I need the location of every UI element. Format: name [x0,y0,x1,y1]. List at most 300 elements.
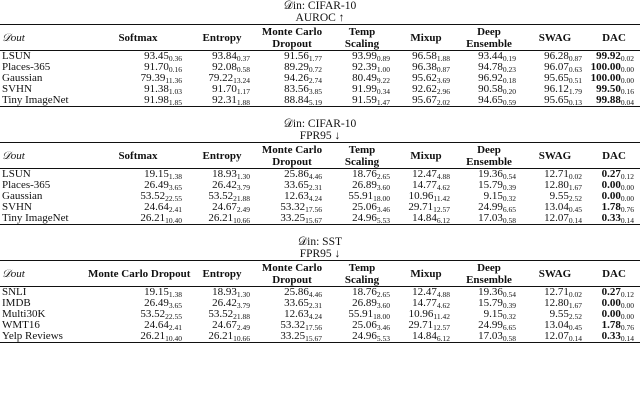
std-value: 0.45 [568,205,582,214]
std-value: 0.00 [620,76,634,85]
row-label: Yelp Reviews [0,331,88,343]
std-value: 1.38 [168,172,182,181]
mean-value: 14.77 [412,179,437,191]
mean-value: 12.63 [284,190,309,202]
value-cell [88,331,188,343]
std-value: 0.32 [502,312,516,321]
std-value: 0.63 [568,65,582,74]
std-value: 10.40 [165,334,182,343]
mean-value: 91.70 [212,83,237,95]
mean-value: 95.65 [544,72,569,84]
method-header [256,25,328,51]
std-value: 0.16 [620,87,634,96]
mean-value: 33.65 [284,297,309,309]
mean-value: 18.76 [352,168,377,180]
method-header [522,25,588,51]
std-value: 2.65 [376,290,390,299]
mean-value: 96.92 [478,72,503,84]
std-value: 0.20 [502,87,516,96]
row-label: SVHN [2,201,32,213]
std-value: 10.66 [233,216,250,225]
method-header-line: Softmax [118,31,158,44]
std-value: 11.42 [433,312,450,321]
mean-value: 26.21 [208,330,234,342]
mean-value: 96.12 [544,83,569,95]
mean-value: 53.52 [140,190,166,202]
mean-value: 0.00 [601,297,621,309]
method-header-line: Dropout [272,273,312,286]
std-value: 17.56 [305,205,322,214]
std-value: 0.18 [502,76,516,85]
mean-value: 19.36 [478,168,503,180]
method-header [396,143,456,169]
mean-value: 24.67 [212,201,237,213]
row-label: Tiny ImageNet [0,213,88,225]
mean-value: 83.56 [284,83,309,95]
mean-value: 26.21 [208,212,234,224]
std-value: 3.65 [168,301,182,310]
mean-value: 10.96 [408,308,434,320]
std-value: 12.57 [433,323,450,332]
caption-dataset: 𝒟in: CIFAR-10 [283,118,357,130]
mean-value: 12.71 [544,168,569,180]
std-value: 0.58 [502,216,516,225]
std-value: 0.54 [502,290,516,299]
method-header [328,143,396,169]
mean-value: 9.15 [483,308,503,320]
mean-value: 9.15 [483,190,503,202]
std-value: 2.41 [168,205,182,214]
method-header [88,261,191,287]
method-header [328,25,396,51]
value-cell [256,213,328,225]
std-value: 1.00 [376,65,390,74]
std-value: 1.17 [236,87,250,96]
mean-value: 26.42 [212,179,237,191]
mean-value: 99.92 [596,50,621,62]
std-value: 21.88 [233,194,250,203]
mean-value: 96.28 [544,50,569,62]
std-value: 15.67 [305,334,322,343]
mean-value: 92.08 [212,61,237,73]
mean-value: 79.39 [140,72,166,84]
mean-value: 25.06 [352,201,377,213]
std-value: 2.02 [436,98,450,107]
value-cell [188,213,256,225]
mean-value: 19.15 [144,168,169,180]
mean-value: 99.88 [596,94,621,106]
mean-value: 25.86 [284,286,309,298]
table-row [0,298,640,309]
std-value: 10.40 [165,216,182,225]
method-header-line: Mixup [410,149,442,162]
value-cell [456,331,522,343]
std-value: 5.53 [376,216,390,225]
value-cell [188,95,256,107]
std-value: 0.00 [620,194,634,203]
std-value: 0.32 [502,194,516,203]
method-header [256,261,328,287]
mean-value: 24.99 [478,319,503,331]
std-value: 2.31 [308,183,322,192]
std-value: 0.04 [620,98,634,107]
std-value: 3.65 [168,183,182,192]
mean-value: 90.58 [478,83,503,95]
mean-value: 12.07 [544,212,569,224]
std-value: 4.24 [308,312,322,321]
method-header-line: Ensemble [466,155,512,168]
std-value: 4.88 [436,290,450,299]
std-value: 0.12 [620,172,634,181]
row-label: IMDB [2,297,31,309]
row-label: Multi30K [2,308,46,320]
mean-value: 96.07 [544,61,569,73]
mean-value: 25.86 [284,168,309,180]
mean-value: 99.50 [596,83,621,95]
value-cell [88,320,188,331]
mean-value: 0.00 [601,179,621,191]
method-header [588,261,640,287]
value-cell [588,213,640,225]
mean-value: 26.21 [140,330,166,342]
row-label: WMT16 [2,319,40,331]
std-value: 0.76 [620,323,634,332]
mean-value: 1.78 [601,319,621,331]
method-header [396,261,456,287]
std-value: 2.65 [376,172,390,181]
std-value: 0.02 [568,172,582,181]
mean-value: 29.71 [408,319,434,331]
method-header-line: Monte Carlo [261,25,323,38]
std-value: 0.45 [568,323,582,332]
mean-value: 18.76 [352,286,377,298]
std-value: 0.34 [376,87,390,96]
mean-value: 94.65 [478,94,503,106]
mean-value: 26.89 [352,179,377,191]
domain-header: 𝒟out [0,143,88,169]
std-value: 11.42 [433,194,450,203]
mean-value: 92.39 [352,61,377,73]
mean-value: 9.55 [549,308,569,320]
value-cell [88,309,188,320]
std-value: 0.36 [168,54,182,63]
value-cell [88,95,188,107]
value-cell [188,331,256,343]
mean-value: 53.52 [208,308,234,320]
results-table [0,24,640,107]
std-value: 0.14 [568,216,582,225]
mean-value: 94.26 [284,72,309,84]
std-value: 9.22 [376,76,390,85]
std-value: 18.00 [373,194,390,203]
std-value: 3.46 [376,205,390,214]
std-value: 2.74 [308,76,322,85]
value-cell [328,331,396,343]
table-block-1 [0,0,640,107]
value-cell [396,213,456,225]
method-header [456,261,522,287]
std-value: 4.62 [436,301,450,310]
std-value: 3.69 [436,76,450,85]
std-value: 1.67 [568,301,582,310]
mean-value: 33.25 [280,330,306,342]
std-value: 2.49 [236,323,250,332]
method-header-line: Monte Carlo [261,261,323,274]
mean-value: 26.89 [352,297,377,309]
std-value: 0.23 [502,65,516,74]
mean-value: 96.38 [412,61,437,73]
mean-value: 24.67 [212,319,237,331]
value-cell [396,331,456,343]
std-value: 0.12 [620,290,634,299]
caption-dataset: 𝒟in: SST [297,236,342,248]
method-header-line: Softmax [118,149,158,162]
mean-value: 10.96 [408,190,434,202]
mean-value: 92.31 [212,94,237,106]
method-header-line: Dropout [272,155,312,168]
std-value: 15.67 [305,216,322,225]
std-value: 1.88 [436,54,450,63]
table-row [0,95,640,107]
std-value: 3.46 [376,323,390,332]
section-gap [0,225,640,236]
method-header [588,143,640,169]
std-value: 3.79 [236,183,250,192]
mean-value: 9.55 [549,190,569,202]
row-label: Places-365 [2,179,51,191]
mean-value: 24.99 [478,201,503,213]
method-header [188,143,256,169]
mean-value: 53.52 [208,190,234,202]
method-header-line: DAC [602,267,626,280]
method-header-line: DAC [602,149,626,162]
method-header-line: SWAG [538,267,572,280]
std-value: 0.02 [620,54,634,63]
value-cell [328,213,396,225]
table-row [0,213,640,225]
method-header-line: Temp [348,261,376,274]
std-value: 3.79 [236,301,250,310]
row-label: Places-365 [2,61,51,73]
std-value: 17.56 [305,323,322,332]
value-cell [522,95,588,107]
method-header-line: SWAG [538,149,572,162]
std-value: 4.88 [436,172,450,181]
mean-value: 96.58 [412,50,437,62]
table-row [0,331,640,343]
std-value: 12.57 [433,205,450,214]
mean-value: 100.00 [590,61,621,73]
mean-value: 91.98 [144,94,169,106]
mean-value: 14.77 [412,297,437,309]
caption-metric: AUROC ↑ [295,12,345,24]
std-value: 0.58 [236,65,250,74]
std-value: 0.00 [620,301,634,310]
std-value: 0.39 [502,183,516,192]
row-label: Gaussian [2,72,43,84]
std-value: 13.24 [233,76,250,85]
std-value: 0.87 [568,54,582,63]
mean-value: 19.36 [478,286,503,298]
std-value: 22.55 [165,312,182,321]
std-value: 6.65 [502,323,516,332]
std-value: 0.51 [568,76,582,85]
std-value: 0.76 [620,205,634,214]
value-cell [88,191,188,202]
mean-value: 95.65 [544,94,569,106]
std-value: 2.31 [308,301,322,310]
mean-value: 13.04 [544,201,569,213]
std-value: 1.67 [568,183,582,192]
method-header [328,261,396,287]
method-header-line: Deep [477,261,501,274]
method-header [256,143,328,169]
mean-value: 0.27 [601,168,621,180]
table-block-3 [0,236,640,343]
method-header-line: Entropy [202,267,242,280]
std-value: 10.66 [233,334,250,343]
std-value: 2.52 [568,312,582,321]
std-value: 3.60 [376,183,390,192]
mean-value: 26.42 [212,297,237,309]
std-value: 4.62 [436,183,450,192]
std-value: 0.54 [502,172,516,181]
row-label: LSUN [0,169,88,181]
value-cell [88,73,188,84]
mean-value: 95.67 [412,94,437,106]
method-header-line: DAC [602,31,626,44]
std-value: 0.72 [308,65,322,74]
mean-value: 14.84 [412,330,437,342]
mean-value: 13.04 [544,319,569,331]
mean-value: 91.38 [144,83,169,95]
value-cell [88,51,188,63]
std-value: 0.02 [568,290,582,299]
value-cell [88,180,188,191]
std-value: 1.85 [168,98,182,107]
std-value: 2.52 [568,194,582,203]
std-value: 22.55 [165,194,182,203]
mean-value: 100.00 [590,72,621,84]
method-header [396,25,456,51]
std-value: 0.19 [502,54,516,63]
method-header-line: Deep [477,25,501,38]
mean-value: 0.33 [601,330,621,342]
std-value: 4.24 [308,194,322,203]
std-value: 21.88 [233,312,250,321]
mean-value: 0.00 [601,190,621,202]
mean-value: 55.91 [348,190,374,202]
method-header-line: Scaling [344,273,380,286]
mean-value: 24.96 [352,212,377,224]
std-value: 2.96 [436,87,450,96]
mean-value: 15.79 [478,179,503,191]
section-gap [0,107,640,118]
mean-value: 12.47 [412,168,437,180]
value-cell [256,331,328,343]
std-value: 2.49 [236,205,250,214]
mean-value: 33.65 [284,179,309,191]
mean-value: 80.49 [352,72,377,84]
std-value: 0.14 [620,216,634,225]
method-header-line: Entropy [202,149,242,162]
row-label: LSUN [0,51,88,63]
row-label: SNLI [0,287,88,299]
mean-value: 12.47 [412,286,437,298]
std-value: 1.77 [308,54,322,63]
mean-value: 12.80 [544,179,569,191]
std-value: 11.36 [165,76,182,85]
mean-value: 26.49 [144,179,169,191]
method-header [522,261,588,287]
mean-value: 93.45 [144,50,169,62]
method-header [588,25,640,51]
method-header [88,25,188,51]
value-cell [522,213,588,225]
std-value: 0.00 [620,65,634,74]
method-header-line: Deep [477,143,501,156]
value-cell [588,95,640,107]
std-value: 0.00 [620,312,634,321]
value-cell [88,298,188,309]
mean-value: 0.27 [601,286,621,298]
method-header-line: Temp [348,143,376,156]
mean-value: 25.06 [352,319,377,331]
std-value: 0.16 [168,65,182,74]
method-header [188,261,256,287]
method-header-line: SWAG [538,31,572,44]
mean-value: 91.70 [144,61,169,73]
mean-value: 24.96 [352,330,377,342]
method-header-line: Ensemble [466,273,512,286]
std-value: 0.14 [568,334,582,343]
mean-value: 29.71 [408,201,434,213]
table-block-2 [0,118,640,225]
table-row [0,180,640,191]
std-value: 2.41 [168,323,182,332]
std-value: 1.38 [168,290,182,299]
mean-value: 89.29 [284,61,309,73]
mean-value: 1.78 [601,201,621,213]
std-value: 1.30 [236,290,250,299]
value-cell [88,84,188,95]
results-table [0,260,640,343]
mean-value: 19.15 [144,286,169,298]
method-header-line: Ensemble [466,37,512,50]
domain-header: 𝒟out [0,261,88,287]
value-cell [88,62,188,73]
method-header [522,143,588,169]
value-cell [456,213,522,225]
std-value: 4.46 [308,290,322,299]
value-cell [88,213,188,225]
value-cell [256,95,328,107]
value-cell [88,287,188,299]
mean-value: 12.80 [544,297,569,309]
method-header [456,143,522,169]
std-value: 4.46 [308,172,322,181]
method-header [456,25,522,51]
std-value: 0.00 [620,183,634,192]
std-value: 5.19 [308,98,322,107]
std-value: 0.13 [568,98,582,107]
row-label: Gaussian [2,190,43,202]
mean-value: 0.33 [601,212,621,224]
value-cell [456,95,522,107]
mean-value: 18.93 [212,286,237,298]
std-value: 0.87 [436,65,450,74]
mean-value: 79.22 [208,72,234,84]
